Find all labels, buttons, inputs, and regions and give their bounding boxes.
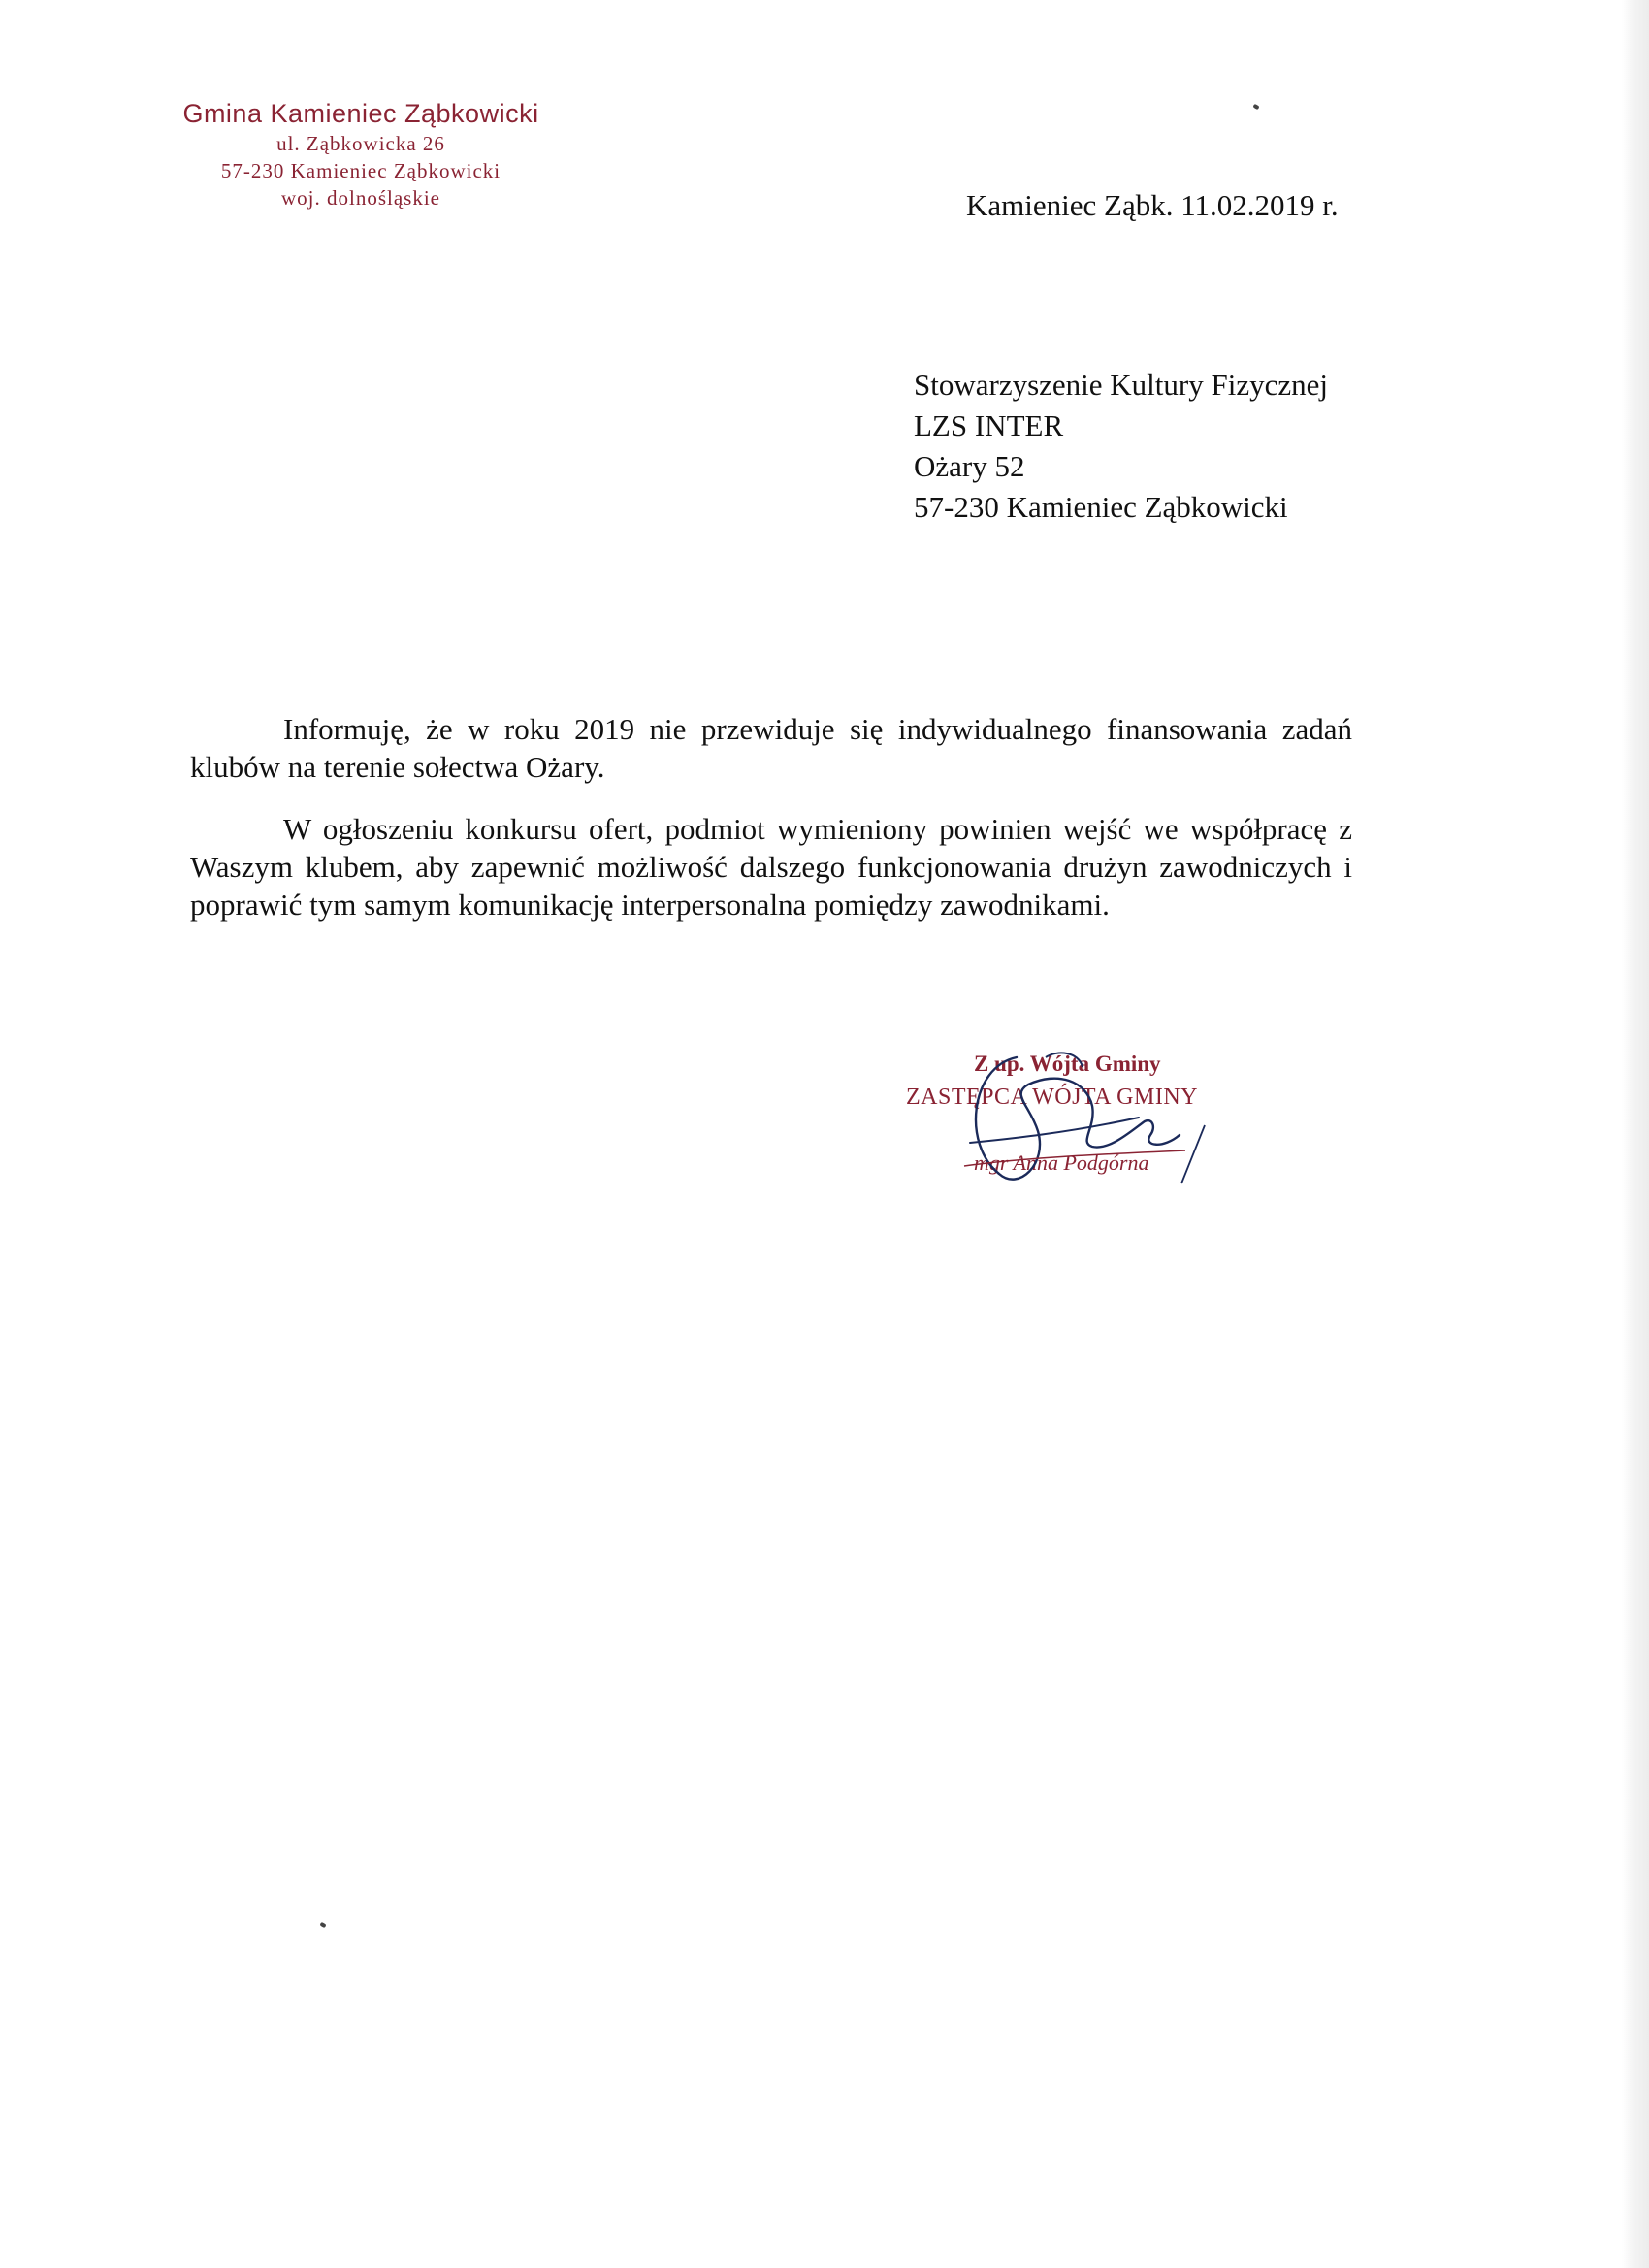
stamp-postal: 57-230 Kamieniec Ząbkowicki <box>220 159 501 182</box>
letter-body <box>190 710 1352 948</box>
scan-speck <box>1252 104 1259 110</box>
letter-date: Kamieniec Ząbk. 11.02.2019 r. <box>966 188 1339 222</box>
signature-authorization: Z up. Wójta Gminy <box>974 1052 1161 1076</box>
body-paragraph: W ogłoszeniu konkursu ofert, podmiot wymieniony powinien wejść we współpracę z Waszym klubem, aby zapewnić możliwość dalszego funkcjonowania drużyn zawodniczych i poprawić tym samym komunikację interpersonalna pomiędzy zawodnikami. <box>190 812 1352 922</box>
body-paragraph: Informuję, że w roku 2019 nie przewiduje się indywidualnego finansowania zadań klubów na terenie sołectwa Ożary. <box>190 712 1352 784</box>
recipient-line: Ożary 52 <box>914 449 1025 483</box>
stamp-name: Gmina Kamieniec Ząbkowicki <box>182 99 539 128</box>
recipient-line: LZS INTER <box>914 408 1064 442</box>
municipality-stamp <box>177 97 545 211</box>
signature-signatory: mgr Anna Podgórna <box>974 1150 1149 1175</box>
handwritten-signature-icon <box>902 1038 1271 1213</box>
scan-edge-shadow <box>1622 0 1649 2268</box>
stamp-street: ul. Ząbkowicka 26 <box>276 132 445 155</box>
signature-stamp <box>902 1038 1271 1213</box>
stamp-region: woj. dolnośląskie <box>281 186 440 210</box>
scan-speck <box>319 1922 326 1928</box>
recipient-address <box>914 365 1328 528</box>
recipient-line: Stowarzyszenie Kultury Fizycznej <box>914 368 1328 402</box>
recipient-line: 57-230 Kamieniec Ząbkowicki <box>914 490 1288 524</box>
signature-position: ZASTĘPCA WÓJTA GMINY <box>906 1085 1198 1110</box>
